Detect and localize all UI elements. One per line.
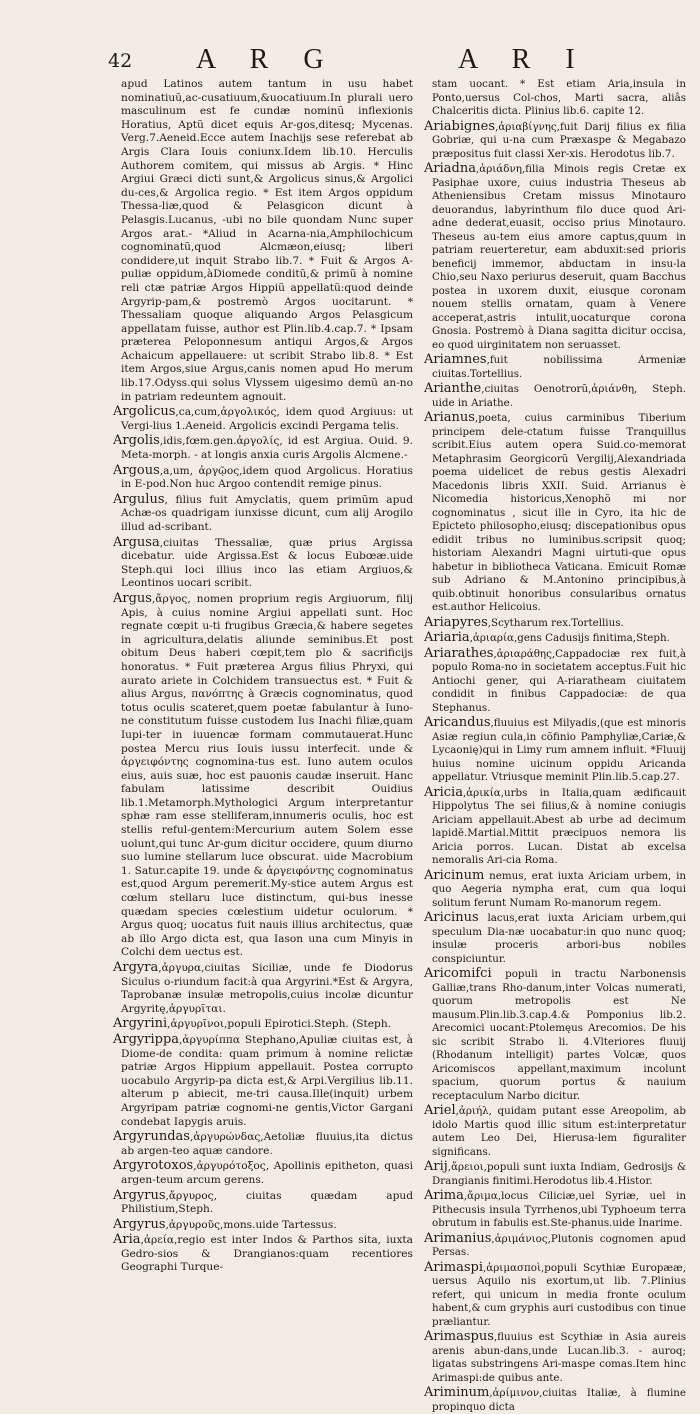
dictionary-entry <box>424 786 686 868</box>
entry-headword: Aricia <box>424 784 463 800</box>
dictionary-entry <box>113 1159 413 1187</box>
right-column <box>424 78 686 1413</box>
dictionary-entry <box>424 411 686 615</box>
entry-headword: Arimaspi <box>424 1259 483 1275</box>
entry-text: , filius fuit Amyclatis, quem primũm apud Achæ-os quadrigam iunxisse dicunt, cum alij Arogilo illud ad-scribant. <box>121 493 413 533</box>
entry-text: ,fluuius est Scythiæ in Asia aureis arenis abun-dans,unde Lucan.lib.3. - auroq; ligatas substringens Ari-maspe comas.Item hinc Arimaspi:de quibus ante. <box>432 1331 686 1384</box>
entry-headword: Ariarathes <box>424 645 494 661</box>
entry-headword: Argyrotoxos <box>113 1158 194 1174</box>
dictionary-entry <box>424 716 686 785</box>
entry-headword: Arima <box>424 1188 464 1203</box>
dictionary-entry <box>113 536 413 591</box>
entry-text: ,poeta, cuius carminibus Tiberium principem dele-ctatum fuisse Tranquillus scribit.Eius autem opera Suid.co-memorat Metaphrasim Georgicorũ Vergilij,Alexandriada poema uidelicet de rebus gestis Alexadri Macedonis libris XXII. Suid. Arrianus è Nicomedia historicus,Xenophõ mi nor cognominatus , sicut ille in Cyro, ita hic de Epicteto philosopho,eiusq; discepationibus opus edidit tribus no luminibus.scripsit quoq; historiam Alexandri Magni uirtuti-que opus habetur in bibliotheca Vaticana. Emicuit Romæ sub Adriano & M.Antonino principibus,à quib.obtinuit honoribus consularibus ornatus est.author Helicoius. <box>432 412 686 613</box>
entry-headword: Argusa <box>113 534 160 550</box>
entry-headword: Argus <box>113 590 152 606</box>
entry-text: lacus,erat iuxta Ariciam urbem,qui speculum Dia-næ uocabatur:in quo nunc quoq; insulæ proceris arbori-bus nobiles conspiciuntur. <box>432 912 686 965</box>
dictionary-entry <box>424 1189 686 1231</box>
dictionary-entry <box>424 1261 686 1330</box>
entry-text: ,ciuitas Oenotrorũ,ἀριάνθη, Steph. uide in Ariathe. <box>432 383 686 409</box>
entry-headword: Arimanius <box>424 1230 492 1246</box>
entry-text: ,idis,fœm.gen.ἀργολίς, id est Argiua. Ouid. 9. Meta-morph. - at longis anxia curis Argolis Alcmene.- <box>121 435 413 462</box>
dictionary-entry <box>424 1386 686 1414</box>
entry-text: apud Latinos autem tantum in usu habet nominatiuũ,ac-cusatiuum,&uocatiuum.In plurali uero masculinum est fe cundæ nominũ inflexionis Horatius, Aptũ dicet equis Ar-gos,ditesq; Mycenas. Verg.7.Aeneid.Ecce autem Inachijs sese referebat ab Argis Clara Iouis coniunx.Idem lib.10. Herculis Authorem comitem, qui missus ab Argis. * Hinc Argiui Græci dicti sunt,& Argolicus sinus,& Argolici du-ces,& Argolica regio. * Est item Argos oppidum Thessa-liæ,quod & Pelasgicon dicunt à Pelasgis.Lucanus, -ubi no bile quondam Nunc super Argos arat.- *Aliud in Acarna-nia,Amphilochicum cognominatũ,quod Alcmæon,eiusq; liberi condidere,ut inquit Strabo lib.7. * Fuit & Argos A-puliæ oppidum,àDiomede conditũ,& primũ à nomine reli ctæ patriæ Argos Hippiũ appellatũ:quod deinde Argyrip-pam,& postremò Argos uocitarunt. * Thessaliam quoque aliquando Argos Pelasgicum appellatam fuisse, author est Plin.lib.4.cap.7. * Ipsam præterea Peloponnesum antiqui Argos,& Argos Achaicum appellauere: ut scribit Strabo lib.8. * Est item Argos,siue Argus,canis nomen apud Ho merum lib.17.Odyss.qui solus Vlyssem uigesimo demũ an-no in patriam redeuntem agnouit. <box>121 78 413 403</box>
dictionary-entry <box>113 1233 413 1275</box>
dictionary-entry <box>424 869 686 911</box>
dictionary-entry <box>424 616 686 631</box>
dictionary-entry <box>424 1330 686 1385</box>
entry-headword: Argous <box>113 462 160 478</box>
entry-headword: Ariadna <box>424 161 476 176</box>
entry-headword: Ariabignes <box>424 118 496 134</box>
entry-headword: Argyrini <box>113 1016 168 1032</box>
entry-headword: Aricandus <box>424 715 491 730</box>
entry-text: ,fluuius est Milyadis,(que est minoris Asiæ regiun cula,in cõfinio Pamphyliæ,Cariæ,& Lycaonię)qui in Limy rum amnem influit. *Fluuij huius nomine uicinum oppidu Aricanda appellatur. Vtriusque meminit Plin.lib.5.cap.27. <box>432 717 686 783</box>
dictionary-entry <box>424 1104 686 1159</box>
dictionary-entry <box>113 464 413 492</box>
entry-headword: Argyra <box>113 960 159 975</box>
dictionary-entry <box>424 78 686 119</box>
entry-text: ,ἀργυρώνδας,Aetoliæ fluuius,ita dictus ab argen-teo aquæ candore. <box>121 1131 413 1157</box>
entry-headword: Ariminum <box>424 1385 490 1400</box>
entry-text: ,ἄριμα,locus Ciliciæ,uel Syriæ, uel in Pithecusis insula Tyrrhenos,ubi Typhoeum terra obrutum in fabulis est.Ste-phanus.uide Inarime. <box>432 1190 686 1229</box>
entry-text: ,ἀριμασποὶ,populi Scythiæ Europææ, uersus Aquilo nis exortum,ut lib. 7.Plinius refert, qui unicum in media fronte oculum habent,& cum gryphis auri custodibus con tinue præliantur. <box>432 1261 686 1328</box>
dictionary-entry <box>113 1033 413 1129</box>
entry-text: ,ca,cum,ἀργολικός, idem quod Argiuus: ut Vergi-lius 1.Aeneid. Argolicis excindi Pergama telis. <box>121 406 413 432</box>
entry-headword: Argyrundas <box>113 1129 190 1145</box>
dictionary-entry <box>113 1218 413 1233</box>
entry-headword: Aricinus <box>424 910 479 925</box>
entry-text: ,ἀριάδνη,filia Minois regis Cretæ ex Pasiphae uxore, cuius industria Theseus ab Atheniensibus Cretam missus Minotauro deuorandus, labyrinthum filo duce quod Ari-adne dederat,euasit, occiso prius Minotauro. Theseus au-tem eius amore captus,quum in patriam reuerteretur, eam abduxit:sed prioris beneficij immemor, abductam in insu-la Chio,seu Naxo periurus deseruit, quam Bacchus postea in uxorem duxit, eiusque coronam nouem stellis ornatam, quam à Venere acceperat,astris intulit,uocaturque corona Gnosia. Postremò à Diana sagitta dicitur occisa, eo quod uirginitatem non seruasset. <box>432 163 686 351</box>
dictionary-entry <box>113 1189 413 1217</box>
entry-headword: Argyrus <box>113 1187 166 1203</box>
entry-text: ,ἀριήλ, quidam putant esse Areopolim, ab idolo Martis quod illic situm est:interpretatur autem Leo Dei, Hierusa-lem figuraliter significans. <box>432 1105 686 1158</box>
entry-text: ,ἄργος, nomen proprium regis Argiuorum, filij Apis, à cuius nomine Argiui appellati sunt. Hoc regnate cœpit u-ti frugibus Græcia,& habere segetes in agricultura,delatis aliunde seminibus.Et post obitum Deus haberi cœpit,tem plo & sacrificijs honoratus. * Fuit præterea Argus filius Phryxi, qui aurato ariete in Colchidem transuectus est. * Fuit & alius Argus, πανόπτης à Græcis cognominatus, quod totus oculis scateret,quem poetæ fabulantur à Iuno-ne constitutum fuisse custodem Ius Inachi filiæ,quam Iupi-ter in iuuencæ formam commutauerat.Hunc postea Mercu rius Iouis iussu interfecit. unde & ἀργειφόντης cognomina-tus est. Iuno autem oculos eius, auis suæ, hoc est pauonis caudæ inseruit. Hanc fabulam latissime describit Ouidius lib.1.Metamorph.Mythologici Argum interpretantur sphæ ram esse stelliferam,innumeris oculis, hoc est stellis reful-gentem:Mercurium autem Solem esse uolunt,qui tunc Ar-gum dicitur occidere, quum diurno suo lumine stellarum luce obscurat. uide Macrobium 1. Satur.capite 19. unde & ἀργειφόντης cognominatus est,quod Argum peremerit.My-stice autem Argus est cœlum stellaru luce distinctum, qui-bus inesse quædam species cœlestium uidetur oculorum. * Argus quoq; uocatus fuit nauis illius architectus, quæ ab illo Argo dicta est, qua Iason una cum Minyis in Colchi dem uectus est. <box>121 592 413 959</box>
running-head-right: A R I <box>458 44 589 75</box>
entry-headword: Arij <box>424 1159 448 1174</box>
entry-headword: Aria <box>113 1232 141 1248</box>
entry-headword: Ariel <box>424 1103 456 1118</box>
dictionary-entry <box>424 967 686 1103</box>
entry-text: ,ἀργυρῖνοι,populi Epirotici.Steph. (Steph. <box>167 1018 392 1031</box>
dictionary-entry <box>424 647 686 716</box>
entry-headword: Arianus <box>424 410 475 425</box>
entry-text: ,ἀριαρία,gens Cadusijs finitima,Steph. <box>469 632 670 644</box>
page-number: 42 <box>108 50 133 72</box>
entry-headword: Ariaria <box>424 630 470 645</box>
entry-headword: Argolicus <box>113 404 176 420</box>
entry-headword: Aricinum <box>424 867 485 883</box>
entry-text: ,Scytharum rex.Tortellius. <box>487 616 624 629</box>
entry-text: ,ἀργυρα,ciuitas Siciliæ, unde fe Diodorus Siculus o-riundum facit:à qua Argyrini.*Est & Argyra, Taprobanæ insulæ metropolis,cuius incolæ dicuntur Argyritę,ἀργυρῖται. <box>121 962 413 1015</box>
dictionary-entry <box>113 405 413 433</box>
running-head-left: A R G <box>196 44 338 75</box>
entry-text: ,ἀριαράθης,Cappadociæ rex fuit,à populo Roma-no in societatem acceptus.Fuit hic Antiochi gener, qui A-riaratheam ciuitatem condidit in finibus Cappadociæ: de qua Stephanus. <box>432 647 686 714</box>
entry-headword: Aricomifci <box>424 966 492 981</box>
entry-text: ,ἀργυρότοξος, Apollinis epitheton, quasi argen-teum arcum gerens. <box>121 1160 413 1186</box>
dictionary-entry <box>424 1160 686 1188</box>
dictionary-entry <box>424 162 686 352</box>
entry-headword: Argyrus <box>113 1216 166 1232</box>
dictionary-entry <box>424 631 686 646</box>
entry-text: ,ἀργυροῦς,mons.uide Tartessus. <box>165 1218 337 1231</box>
entry-text: ,ἀργυρίππα Stephano,Apuliæ ciuitas est, à Diome-de condita: quam primum à nomine relictæ patriæ Argos Hippium appellauit. Postea corrupto uocabulo Argyrip-pa dicta est,& Arpi.Vergilius lib.11. alterum p abiecit, me-tri causa.Ille(inquit) urbem Argyripam patriæ cognomi-ne gentis,Victor Gargani condebat Iapygis aruis. <box>121 1033 413 1128</box>
entry-text: ,a,um, ἀργῷος,idem quod Argolicus. Horatius in E-pod.Non huc Argoo contendit remige pinus. <box>121 464 413 491</box>
dictionary-entry <box>424 1232 686 1260</box>
entry-headword: Arimaspus <box>424 1329 494 1344</box>
entry-headword: Argyrippa <box>113 1031 180 1047</box>
entry-text: ,ἀρεία,regio est inter Indos & Parthos sita, iuxta Gedro-sios & Drangianos:quam recentiores Geographi Turque- <box>121 1234 413 1274</box>
entry-text: stam uocant. * Est etiam Aria,insula in Ponto,uersus Col-chos, Marti sacra, aliâs Chalceritis dicta. Plinius lib.6. capite 12. <box>432 78 686 117</box>
entry-headword: Argolis <box>113 433 160 449</box>
entry-text: ,ἀριμάνιος,Plutonis cognomen apud Persas. <box>432 1232 686 1258</box>
dictionary-entry <box>113 78 413 404</box>
left-column <box>113 78 413 1274</box>
entry-text: ,ἄργυρος, ciuitas quædam apud Philistium,Steph. <box>121 1189 413 1216</box>
dictionary-entry <box>113 434 413 462</box>
entry-text: ,ciuitas Thessaliæ, quæ prius Argissa dicebatur. uide Argissa.Est & locus Eubœæ.uide Steph.qui loci illius inco las etiam Argiuos,& Leontinos uocari scribit. <box>121 536 413 590</box>
dictionary-entry <box>424 353 686 381</box>
entry-text: nemus, erat iuxta Ariciam urbem, in quo Aegeria nympha erat, cum qua loqui solitum ferunt Numam Ro-manorum regem. <box>432 869 686 909</box>
dictionary-entry <box>113 592 413 960</box>
entry-headword: Ariamnes <box>424 352 487 367</box>
dictionary-entry <box>424 382 686 410</box>
dictionary-entry <box>424 120 686 162</box>
dictionary-entry <box>424 911 686 966</box>
entry-headword: Argulus <box>113 491 165 507</box>
entry-text: ,fuit nobilissima Armeniæ ciuitas.Tortellius. <box>432 354 686 380</box>
entry-headword: Arianthe <box>424 381 482 396</box>
dictionary-entry <box>113 1017 413 1032</box>
dictionary-entry <box>113 961 413 1016</box>
entry-text: ,ἀρίμινον,ciuitas Italiæ, à flumine propinquo dicta <box>432 1387 686 1413</box>
entry-text: ,ἄρειοι,populi sunt iuxta Indiam, Gedrosijs & Drangianis finitimi.Herodotus lib.4.Histor. <box>432 1161 686 1187</box>
entry-text: ,ἀριαβίγνης,fuit Darij filius ex filia Gobriæ, qui u-na cum Præxaspe & Megabazo præpositus fuit classi Xer-xis. Herodotus lib.7. <box>432 120 686 160</box>
entry-headword: Ariapyres <box>424 614 488 630</box>
dictionary-entry <box>113 1130 413 1158</box>
entry-text: populi in tractu Narbonensis Galliæ,trans Rho-danum,inter Volcas numerati, quorum metropolis est Ne mausum.Plin.lib.3.cap.4.& Pomponius lib.2. Arecomici uocant:Ptolemęus Arecomios. De his sic scribit Strabo li. 4.Vlteriores fluuij (Rhodanum intelligit) partes Volcæ, quos Aricomiscos appellant,maximum incolunt spacium, quorum portus & nauium receptaculum Narbo dicitur. <box>432 968 686 1102</box>
entry-text: ,ἀρικία,urbs in Italia,quam ædificauit Hippolytus The sei filius,& à nomine coniugis Ariciam appellauit.Abest ab urbe ad decimum lapidē.Martial.Mittit præcipuos nemora lis Aricia porros. Lucan. Distat ab excelsa nemoralis Ari-cia Roma. <box>432 786 686 866</box>
dictionary-entry <box>113 493 413 535</box>
